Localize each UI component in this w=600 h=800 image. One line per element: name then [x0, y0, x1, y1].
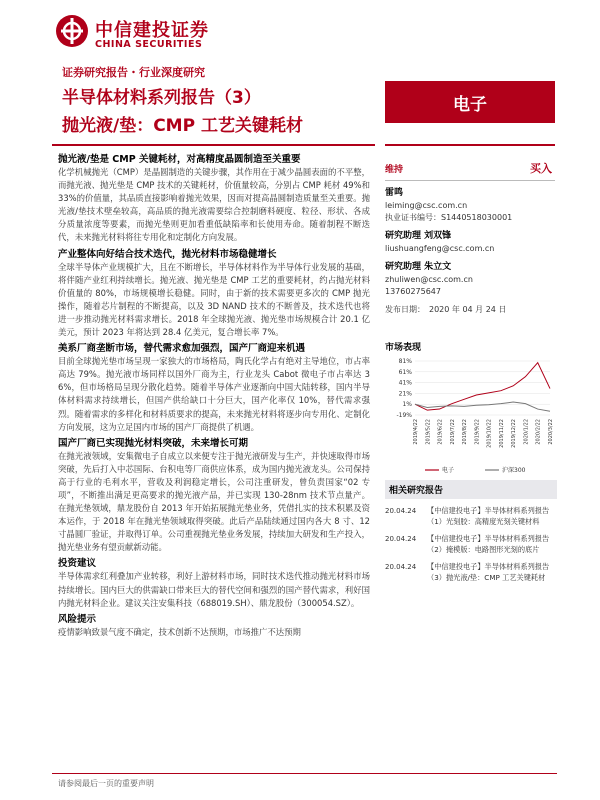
section-title: 风险提示 [58, 613, 97, 625]
market-chart [385, 340, 555, 480]
related-date: 20.04.24 [385, 563, 417, 571]
footer-disclaimer: 请参阅最后一页的重要声明 [58, 779, 154, 788]
report-type: 证券研究报告・行业深度研究 [62, 66, 205, 79]
rating-label: 维持 [385, 164, 404, 175]
x-tick-label: 2019/9/22 [474, 419, 481, 445]
section-market [58, 248, 370, 340]
y-tick-label: 61% [398, 368, 412, 376]
section-investment [58, 557, 370, 609]
analyst-block [385, 230, 560, 255]
x-tick-label: 2019/5/22 [425, 419, 432, 445]
analyst-license: 执业证书编号：S1440518030001 [385, 213, 513, 222]
analyst-block [385, 187, 560, 224]
main-content [58, 150, 370, 639]
section-title: 国产厂商已实现抛光材料突破，未来增长可期 [58, 437, 249, 449]
section-domestic [58, 437, 370, 555]
section-cmp [58, 153, 370, 245]
related-title: 相关研究报告 [385, 480, 557, 499]
analyst-name: 研究助理 刘双锋 [385, 231, 452, 241]
sidebar [385, 160, 560, 316]
brand-logo [55, 12, 255, 52]
related-text: 【中信建投电子】半导体材料系列报告（1）光刻胶：高精度光刻关键材料 [427, 506, 550, 526]
analyst-name: 研究助理 朱立文 [385, 262, 452, 272]
related-text: 【中信建投电子】半导体材料系列报告（2）掩模版：电路图形光刻的底片 [427, 534, 550, 554]
x-tick-label: 2019/7/22 [449, 419, 456, 445]
analyst-email[interactable]: zhuliwen@csc.com.cn [385, 275, 473, 284]
x-tick-label: 2020/3/22 [548, 419, 554, 445]
x-tick-label: 2019/11/22 [498, 419, 505, 448]
section-text: 在抛光液领域，安集微电子自成立以来便专注于抛光液研发与生产，并快速取得市场突破，先后打入中芯国际、台积电等厂商供应体系，成为国内抛光液龙头。公司保持高于行业的毛利水平，营收及利润稳定增长，公司注重研发，曾负责国家“02 专项”，不断推出满足更高要求的抛光液产品，并已实现 130-28nm 技术节点量产。在抛光垫领域，鼎龙股份自 2013 年开始拓展抛光垫业务，凭借扎实的技术积累及资本运作，于 2018 年在抛光垫领域取得突破。此后产品陆续通过国内各大 8 寸、12 寸晶圆厂验证，并取得订单。公司重视抛光垫业务发展，持续加大研发和生产投入，抛光垫业务有望贡献新动能。 [58, 450, 370, 553]
x-tick-label: 2020/1/22 [523, 419, 530, 445]
related-item[interactable] [385, 533, 557, 555]
side-divider [385, 144, 555, 146]
related-text: 【中信建投电子】半导体材料系列报告（3）抛光液/垫：CMP 工艺关键耗材 [427, 562, 550, 582]
legend-label: 沪深300 [502, 467, 526, 474]
x-tick-label: 2019/10/22 [486, 419, 493, 448]
rating-divider [385, 180, 555, 181]
section-text: 目前全球抛光垫市场呈现一家独大的市场格局，陶氏化学占有绝对主导地位，市占率高达 79%。抛光液市场同样以国外厂商为主，行业龙头 Cabot 微电子市占率达 36%，但市场格局呈现分散化趋势。随着半导体产业逐渐向中国大陆转移，国内半导体材料需求持续增长，但国产供给缺口十分巨大，国产化率仅 10%，替代需求强烈。随着需求的多样化和材料质要求的提高，未来抛光材料将逐步向专用化、定制化方向发展，这为立足国内市场的国产厂商提供了机遇。 [58, 356, 370, 432]
y-tick-label: 21% [398, 390, 412, 398]
chart-title: 市场表现 [385, 343, 422, 353]
market-chart-svg [385, 353, 555, 478]
brand-name-en: CHINA SECURITIES [95, 39, 203, 50]
x-tick-label: 2020/2/22 [535, 419, 542, 445]
legend-label: 电子 [442, 467, 455, 474]
section-text: 化学机械抛光（CMP）是晶圆制造的关键步骤，其作用在于减少晶圆表面的不平整，而抛光液、抛光垫是 CMP 技术的关键耗材，价值量较高，分别占 CMP 耗材 49%和 33%的价值量，其品质直接影响着抛光效果，因而对提高晶圆制造质量至关重要。抛光液/垫技术壁垒较高，高品质的抛光液需要综合控制磨料硬度、粒径、形状、各成分质量浓度等要素，而抛光垫则更加看重低缺陷率和长使用寿命。随着制程不断迭代，未来抛光材料将往专用化和定制化方向发展。 [58, 167, 370, 243]
y-tick-label: 1% [402, 401, 412, 409]
sector-banner: 电子 [385, 81, 555, 123]
related-research [385, 480, 557, 583]
x-tick-label: 2019/12/22 [511, 419, 518, 448]
analyst-email[interactable]: liushuangfeng@csc.com.cn [385, 244, 495, 253]
related-date: 20.04.24 [385, 507, 417, 515]
related-date: 20.04.24 [385, 535, 417, 543]
y-tick-label: -19% [396, 412, 412, 419]
y-tick-label: 41% [398, 379, 412, 387]
section-risk [58, 613, 370, 639]
x-tick-label: 2019/4/22 [413, 419, 419, 445]
rating-value: 买入 [530, 162, 552, 175]
section-text: 疫情影响致景气度不确定，技术创新不达预期，市场推广不达预期 [58, 626, 301, 637]
analyst-name: 雷鸣 [385, 188, 404, 198]
analyst-email[interactable]: leiming@csc.com.cn [385, 201, 468, 210]
report-title-line1: 半导体材料系列报告（3） [62, 88, 261, 108]
section-title: 美系厂商垄断市场，替代需求愈加强烈，国产厂商迎来机遇 [58, 343, 306, 355]
brand-name-cn: 中信建投证券 [95, 20, 209, 41]
footer-divider [52, 773, 557, 774]
section-title: 抛光液/垫是 CMP 关键耗材，对高精度晶圆制造至关重要 [58, 154, 301, 165]
section-title: 产业整体向好结合技术迭代，抛光材料市场稳健增长 [58, 248, 277, 260]
analyst-phone: 13760275647 [385, 287, 441, 296]
x-tick-label: 2019/6/22 [437, 419, 444, 445]
publish-date: 发布日期： 2020 年 04 月 24 日 [385, 305, 507, 314]
report-title-line2: 抛光液/垫：CMP 工艺关键耗材 [62, 116, 303, 136]
series-line-electronics [415, 363, 550, 411]
y-tick-label: 81% [398, 358, 412, 365]
rating-row [385, 160, 560, 176]
related-item[interactable] [385, 505, 557, 527]
section-competition [58, 342, 370, 434]
analyst-block [385, 261, 560, 298]
section-text: 全球半导体产业规模扩大，且在不断增长，半导体材料作为半导体行业发展的基础，将伴随产业红利持续增长。抛光液、抛光垫是 CMP 工艺的重要耗材，约占抛光材料价值量的 80%，市场规模增长稳健。同时，由于新的技术需要更多次的 CMP 抛光操作，随着芯片制程的不断提高，以及 3D NAND 技术的不断普及，技术迭代也将进一步推动抛光材料需求增长。2018 年全球抛光液、抛光垫市场规模合计 20.1 亿美元，预计 2023 年将达到 28.4 亿美元，复合增长率 7%。 [58, 261, 370, 338]
section-title: 投资建议 [58, 558, 97, 570]
main-divider [52, 144, 375, 146]
x-tick-label: 2019/8/22 [462, 419, 469, 445]
related-item[interactable] [385, 561, 557, 583]
section-text: 半导体需求红利叠加产业转移，利好上游材料市场，同时技术迭代推动抛光材料市场持续增长。国内巨大的供需缺口带来巨大的替代空间和强烈的国产替代需求，利好国内抛光材料企业。建议关注安集科技（688019.SH）、鼎龙股份（300054.SZ）。 [58, 571, 370, 608]
brand-logo-icon [55, 14, 89, 48]
